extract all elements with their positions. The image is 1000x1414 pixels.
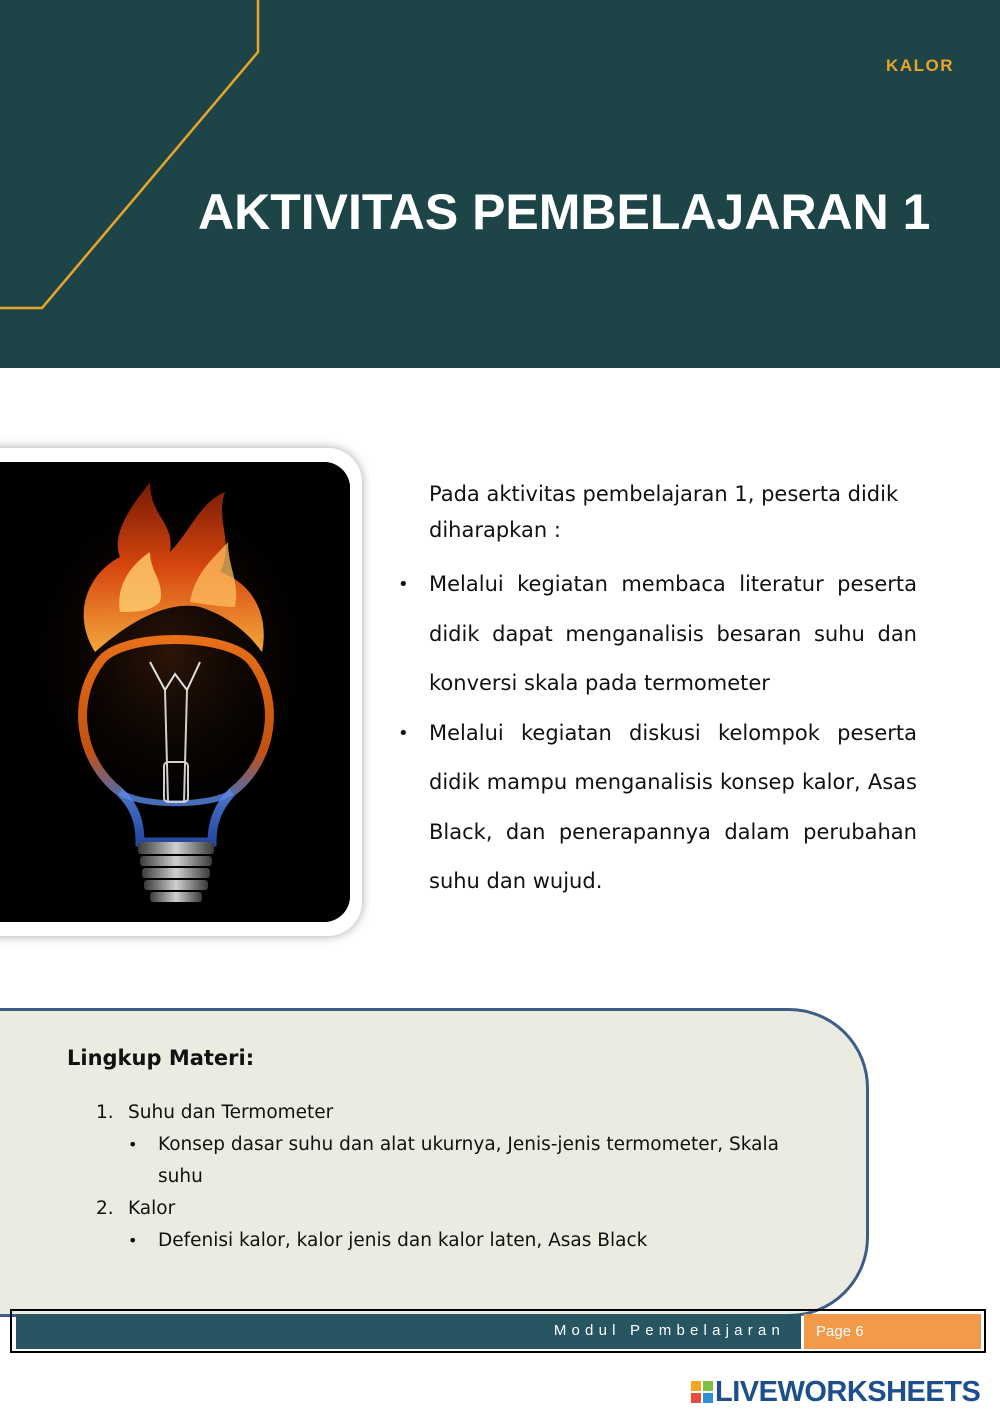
bullet-icon: •	[128, 1135, 138, 1154]
intro-text: Pada aktivitas pembelajaran 1, peserta didik diharapkan :	[429, 482, 899, 542]
item-number: 1.	[96, 1102, 114, 1123]
footer-label: Modul Pembelajaran	[553, 1322, 785, 1339]
sub-list-item	[96, 1225, 816, 1257]
list-item	[398, 709, 917, 907]
page-number-badge	[804, 1314, 981, 1349]
bullet-icon: •	[128, 1231, 138, 1250]
goal-text: Melalui kegiatan membaca literatur peserta didik dapat menganalisis besaran suhu dan konversi skala pada termometer	[429, 572, 917, 695]
header-band	[0, 0, 1000, 368]
list-item	[96, 1097, 816, 1129]
goal-text: Melalui kegiatan diskusi kelompok peserta didik mampu menganalisis konsep kalor, Asas Black, dan penerapannya dalam perubahan suhu dan wujud.	[429, 720, 917, 893]
sub-item-text: Defenisi kalor, kalor jenis dan kalor laten, Asas Black	[158, 1230, 648, 1251]
light-bulb-flame-icon	[0, 462, 350, 922]
liveworksheets-icon	[691, 1381, 713, 1403]
item-label: Suhu dan Termometer	[128, 1102, 334, 1123]
list-item	[96, 1193, 816, 1225]
item-number: 2.	[96, 1198, 114, 1219]
bullet-icon: •	[398, 574, 409, 595]
scope-title: Lingkup Materi:	[67, 1046, 255, 1070]
sub-item-text: Konsep dasar suhu dan alat ukurnya, Jenis-jenis termometer, Skala suhu	[158, 1134, 779, 1187]
page-title: AKTIVITAS PEMBELAJARAN 1	[198, 184, 931, 240]
burning-light-bulb-image	[0, 462, 350, 922]
list-item	[398, 560, 917, 709]
footer-bar	[16, 1314, 801, 1349]
topic-tag: KALOR	[886, 56, 954, 75]
bullet-icon: •	[398, 722, 409, 744]
page-number: Page 6	[816, 1323, 864, 1340]
liveworksheets-text: LIVEWORKSHEETS	[715, 1375, 981, 1408]
sub-list-item	[96, 1129, 816, 1193]
item-label: Kalor	[128, 1198, 176, 1219]
liveworksheets-logo[interactable]	[691, 1374, 980, 1410]
scope-list	[96, 1097, 816, 1257]
learning-goals-list	[398, 560, 917, 907]
